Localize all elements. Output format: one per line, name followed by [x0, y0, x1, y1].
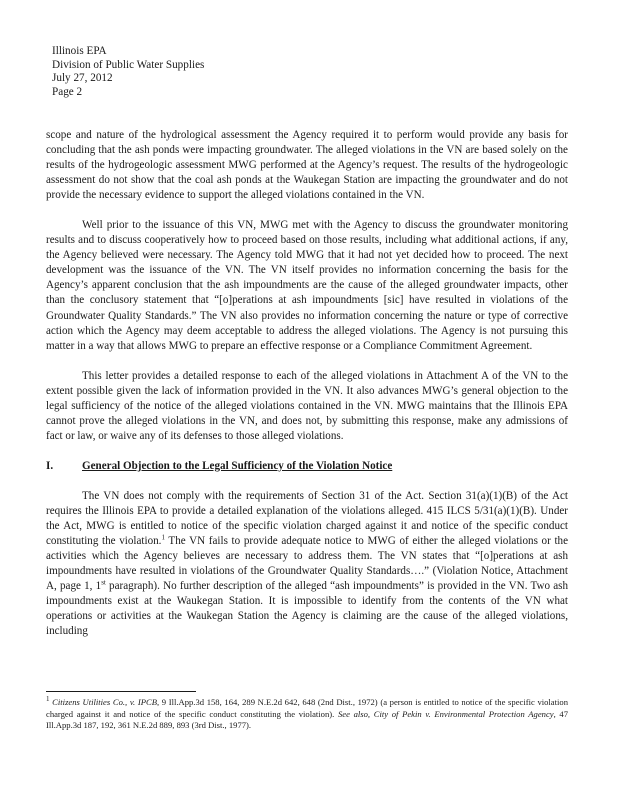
footnote-see-also: See also, City of Pekin v. Environmental Protection Agency [337, 708, 554, 719]
section-paragraph-part: paragraph). No further description of the alleged “ash impoundments” is provided in the VN. Two ash impoundments exist at the Waukegan Station. It is impossible to identify from the contents of the VN what operations or activities at the Waukegan Station the Agency is claiming are the cause of the alleged violations, including [46, 580, 568, 638]
footnote-marker: 1 [46, 695, 50, 704]
footnote-divider [46, 691, 196, 692]
header-division: Division of Public Water Supplies [52, 58, 205, 71]
letter-body [46, 128, 568, 639]
header-recipient: Illinois EPA [52, 45, 107, 57]
letter-header [52, 45, 204, 99]
footnote-citation: , 47 Ill.App.3d 187, 192, 361 N.E.2d 889, 893 (3rd Dist., 1977). [46, 708, 569, 731]
footnote-area [46, 691, 568, 732]
section-number: I. [46, 459, 54, 472]
section-paragraph-part: The VN does not comply with the requirements of Section 31 of the Act. Section 31(a)(1)(B) of the Act requires the Illinois EPA to provide a detailed explanation of the violations alleged. 415 ILCS 5/31(a)(1)(B). Under the Act, MWG is entitled to notice of the specific violation charged against it and notice of the specific conduct constituting the violation. [46, 489, 568, 548]
footnote [46, 697, 568, 732]
section-paragraph-part: The VN fails to provide adequate notice to MWG of either the alleged violations or the activities which the Agency believes are necessary to address them. The VN states that “[o]perations at ash impoundments have resulted in violations of the Groundwater Quality Standards….” (Violation Notice, Attachment A, page 1, 1 [46, 535, 569, 593]
footnote-citation: , 9 Ill.App.3d 158, 164, 289 N.E.2d 642, 648 (2nd Dist., 1972) (a person is entitled to notice of the specific violation charged against it and notice of the specific conduct constituting the violation). [46, 697, 568, 719]
section-title: General Objection to the Legal Sufficiency of the Violation Notice [82, 459, 393, 472]
body-paragraph: scope and nature of the hydrological assessment the Agency required it to perform would provide any basis for concluding that the ash ponds were impacting groundwater. The alleged violations in the VN are based solely on the results of the hydrogeologic assessment MWG performed at the Agency’s request. The results of the hydrogeologic assessment do not show that the coal ash ponds at the Waukegan Station are impacting the groundwater and do not provide the necessary evidence to support the alleged violations contained in the VN. [46, 129, 568, 202]
section-heading [46, 459, 568, 474]
ordinal-suffix: st [101, 578, 106, 587]
body-paragraph: This letter provides a detailed response to each of the alleged violations in Attachment A of the VN to the extent possible given the lack of information provided in the VN. It also advances MWG’s general objection to the legal sufficiency of the notice of the alleged violations contained in the VN. MWG maintains that the Illinois EPA cannot prove the alleged violations in the VN, and does not, by submitting this response, make any admissions of fact or law, or waive any of its defenses to those alleged violations. [46, 369, 568, 442]
header-page-number: Page 2 [52, 85, 83, 98]
footnote-case-name: Citizens Utilities Co., v. IPCB [52, 697, 157, 707]
footnote-reference[interactable]: 1 [161, 533, 165, 542]
header-date: July 27, 2012 [52, 72, 113, 85]
section-paragraph [46, 489, 568, 639]
body-paragraph: Well prior to the issuance of this VN, MWG met with the Agency to discuss the groundwater monitoring results and to discuss cooperatively how to proceed based on those results, including what additional actions, if any, the Agency believed were necessary. The Agency told MWG that it had not yet decided how to proceed. The next development was the issuance of the VN. The VN itself provides no information concerning the basis for the Agency’s apparent conclusion that the ash impoundments are the cause of the alleged groundwater impacts, other than the conclusory statement that “[o]perations at ash impoundments [sic] have resulted in violations of the Groundwater Quality Standards.” The VN also provides no information concerning the nature or type of corrective action which the Agency may deem acceptable to address the alleged violations. The Agency is not pursuing this matter in a way that allows MWG to prepare an effective response or a Compliance Commitment Agreement. [46, 219, 568, 352]
